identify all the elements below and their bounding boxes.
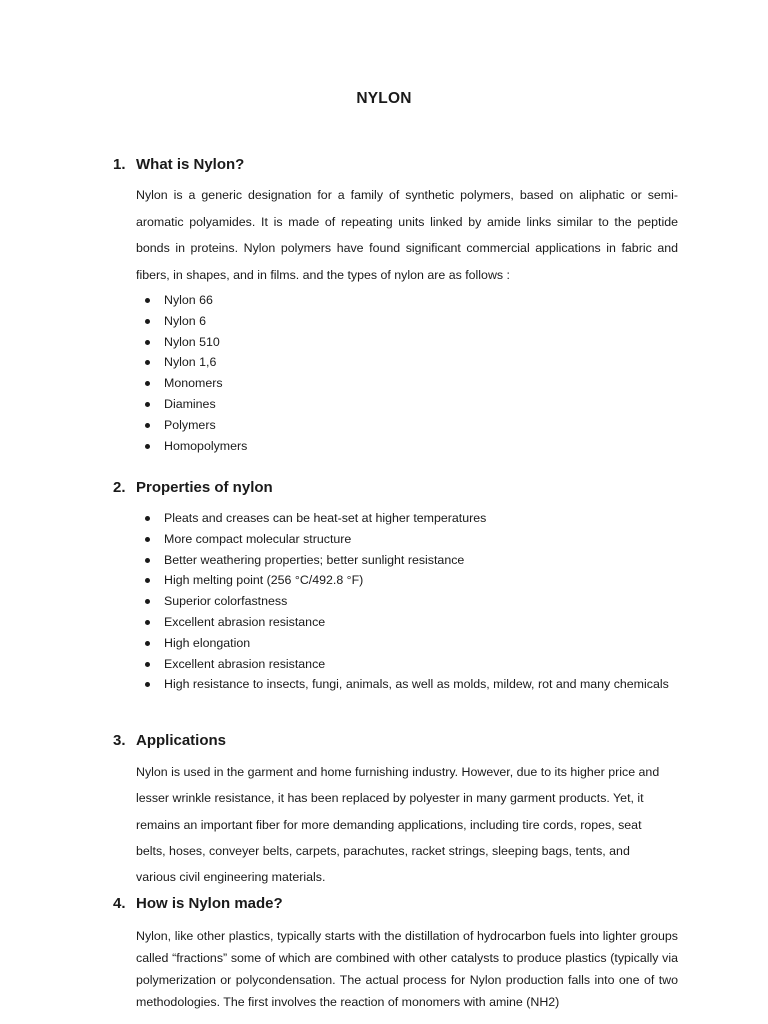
section-heading-how-made	[113, 895, 283, 912]
section-paragraph-applications	[136, 759, 678, 890]
bullet-icon	[145, 662, 150, 667]
bullet-icon	[145, 423, 150, 428]
bullet-icon	[145, 641, 150, 646]
list-item: Pleats and creases can be heat-set at higher temperatures	[143, 508, 743, 529]
section-title: What is Nylon?	[136, 156, 245, 173]
list-item: More compact molecular structure	[143, 529, 743, 550]
list-item: Nylon 1,6	[143, 352, 743, 373]
paragraph-line: remains an important fiber for more demanding applications, including tire cords, ropes, seat	[136, 817, 642, 832]
section-number: 4.	[113, 895, 126, 912]
section-number: 1.	[113, 156, 126, 173]
document-title: NYLON	[356, 90, 412, 107]
list-item: High elongation	[143, 633, 743, 654]
paragraph-line: belts, hoses, conveyer belts, carpets, parachutes, racket strings, sleeping bags, tents, and	[136, 843, 630, 858]
section-heading-what-is-nylon	[113, 156, 244, 173]
section-title: Properties of nylon	[136, 479, 273, 496]
list-item: Excellent abrasion resistance	[143, 654, 743, 675]
bullet-icon	[145, 340, 150, 345]
bullet-icon	[145, 537, 150, 542]
list-item: Better weathering properties; better sunlight resistance	[143, 550, 743, 571]
bullet-icon	[145, 599, 150, 604]
section-number: 3.	[113, 732, 126, 749]
bullet-icon	[145, 319, 150, 324]
list-item: Polymers	[143, 415, 743, 436]
bullet-icon	[145, 381, 150, 386]
bullet-icon	[145, 516, 150, 521]
list-item: Monomers	[143, 373, 743, 394]
bullet-icon	[145, 402, 150, 407]
section-paragraph-how-made: Nylon, like other plastics, typically starts with the distillation of hydrocarbon fuels into lighter groups called “fractions” some of which are combined with other catalysts to produce plastics (typically via polymerization or polycondensation. The actual process for Nylon production falls into one of two methodologies. The first involves the reaction of monomers with amine (NH2)	[136, 929, 678, 1009]
list-item: High melting point (256 °C/492.8 °F)	[143, 570, 743, 591]
bullet-icon	[145, 578, 150, 583]
properties-list	[143, 508, 743, 695]
list-item: Excellent abrasion resistance	[143, 612, 743, 633]
bullet-icon	[145, 682, 150, 687]
section-heading-applications	[113, 732, 226, 749]
section-title: Applications	[136, 732, 227, 749]
list-item: Nylon 510	[143, 332, 743, 353]
section-title: How is Nylon made?	[136, 895, 283, 912]
section-heading-properties	[113, 479, 273, 496]
bullet-icon	[145, 298, 150, 303]
section-paragraph-what-is-nylon: Nylon is a generic designation for a family of synthetic polymers, based on aliphatic or semi-aromatic polyamides. It is made of repeating units linked by amide links similar to the peptide bonds in proteins. Nylon polymers have found significant commercial applications in fabric and fibers, in shapes, and in films. and the types of nylon are as follows :	[136, 188, 678, 282]
paragraph-line: lesser wrinkle resistance, it has been replaced by polyester in many garment products. Yet, it	[136, 791, 644, 806]
paragraph-line: Nylon is used in the garment and home furnishing industry. However, due to its higher price and	[136, 765, 660, 779]
list-item: Superior colorfastness	[143, 591, 743, 612]
bullet-icon	[145, 620, 150, 625]
bullet-icon	[145, 360, 150, 365]
list-item: Nylon 6	[143, 311, 743, 332]
list-item: Diamines	[143, 394, 743, 415]
bullet-icon	[145, 444, 150, 449]
bullet-icon	[145, 558, 150, 563]
list-item: High resistance to insects, fungi, animals, as well as molds, mildew, rot and many chemicals	[143, 674, 743, 695]
paragraph-line: various civil engineering materials.	[136, 870, 326, 885]
list-item: Homopolymers	[143, 436, 743, 457]
list-item: Nylon 66	[143, 290, 743, 311]
section-number: 2.	[113, 479, 126, 496]
nylon-types-list	[143, 290, 743, 456]
